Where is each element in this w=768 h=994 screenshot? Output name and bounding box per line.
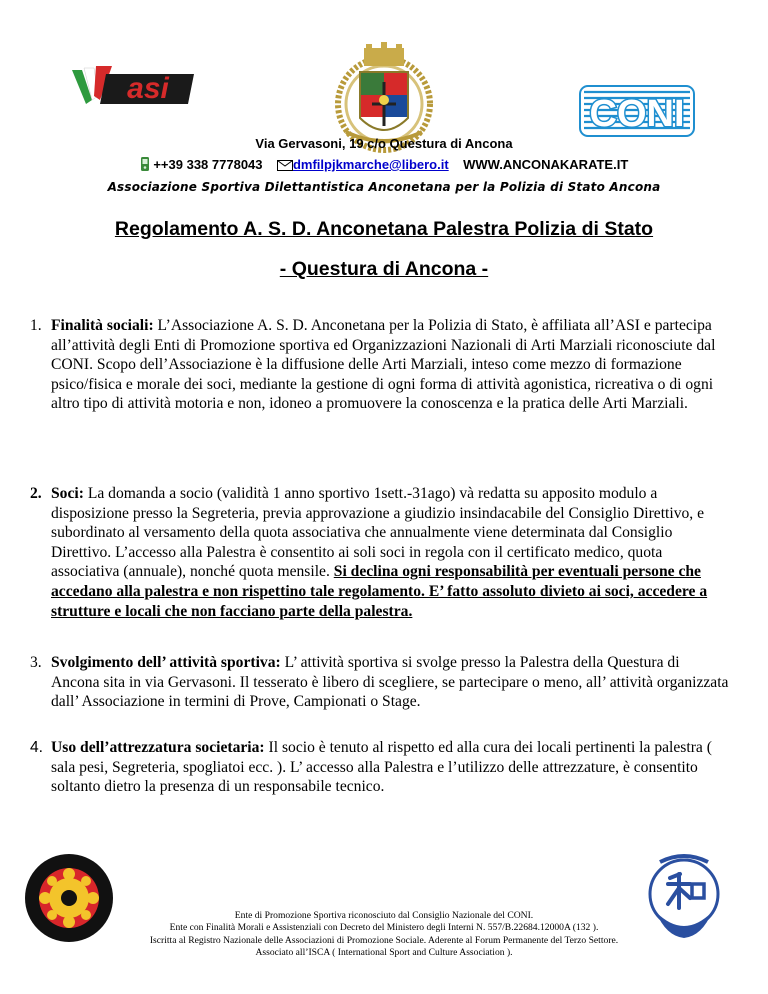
item-heading: Finalità sociali: [51,317,154,334]
footer-notes [0,910,768,960]
contact-line [0,157,768,174]
item-number: 3. [30,654,42,671]
email-link[interactable]: dmfilpjkmarche@libero.it [292,157,449,172]
regulation-item-2 [30,484,730,621]
item-heading: Soci: [51,485,84,502]
item-heading: Svolgimento dell’ attività sportiva: [51,654,281,671]
phone-number[interactable]: ++39 338 7778043 [153,157,263,172]
regulation-item-1 [30,316,730,414]
coni-logo-text: CONI [589,93,685,135]
footer-line-1: Ente di Promozione Sportiva riconosciuto dal Consiglio Nazionale del CONI. [234,910,534,921]
regulation-item-4 [30,738,730,797]
asi-logo-text: asi [127,72,169,105]
document-subtitle: - Questura di Ancona - [279,258,489,280]
footer-line-4: Associato all’ISCA ( International Sport and Culture Association ). [255,947,513,959]
footer-line-3: Iscritta al Registro Nazionale delle Associazioni di Promozione Sociale. Aderente al Forum Permanente del Terzo Settore. [149,934,619,946]
item-text: La domanda a socio (validità 1 anno sportivo 1sett.-31ago) và redatta su apposito modulo a disposizione presso la Segreteria, previa approvazione a giudizio insindacabile del Consiglio Direttivo, e subordinato al versamento della quota associativa che annualmente viene determinata dal Consiglio Direttivo. L’accesso alla Palestra è consentito ai soli soci in regola con il certificato medico, quota associativa (annuale), nonché quota mensile. [51,485,705,581]
footer-line-2: Ente con Finalità Morali e Assistenziali con Decreto del Ministero degli Interni N. 557/B.22684.12000A (132 ). [169,922,599,934]
item-text: L’Associazione A. S. D. Anconetana per la Polizia di Stato, è affiliata all’ASI e partecipa all’attività degli Enti di Promozione sportiva ed Organizzazioni Nazionali di Arti Marziali riconosciute dal CONI. Scopo dell’Associazione è la diffusione delle Arti Marziali, inteso come mezzo di formazione psico/fisica e morale dei soci, mediante la gestione di ogni forma di attività agonistica, ricreativa o di ogni altro tipo di attività motoria e non, idoneo a promuovere la conoscenza e la pratica delle Arti Marziali. [51,317,716,413]
item-number: 1. [30,317,42,334]
item-heading: Uso dell’attrezzatura societaria: [51,739,265,756]
item-number: 4. [30,739,44,756]
item-number: 2. [30,485,42,502]
item-emphasis: Si declina ogni responsabilità per eventuali persone che accedano alla palestra e non rispettino tale regolamento. E’ fatto assoluto divieto ai soci, accedere a strutture e locali che non facciano parte della palestra. [51,563,708,620]
coni-logo [578,80,696,142]
association-name: Associazione Sportiva Dilettantistica Anconetana per la Polizia di Stato Ancona [107,180,661,194]
website-link[interactable]: WWW.ANCONAKARATE.IT [463,157,629,172]
regulation-item-3 [30,653,730,712]
address-line: Via Gervasoni, 19 c/o Questura di Ancona [255,136,513,151]
item-text: Il socio è tenuto al rispetto ed alla cura dei locali pertinenti la palestra ( sala pesi, Segreteria, spogliatoi ecc. ). L’ accesso alla Palestra e l’utilizzo delle attrezzature, è consentito soltanto dietro la presenza di un responsabile tecnico. [51,739,712,796]
envelope-icon [277,159,293,174]
asi-logo [68,60,196,108]
document-title: Regolamento A. S. D. Anconetana Palestra Polizia di Stato [114,218,654,240]
mobile-phone-icon [140,157,150,174]
item-text: L’ attività sportiva si svolge presso la Palestra della Questura di Ancona sita in via Gervasoni. Il tesserato è libero di scegliere, se partecipare o meno, all’ attività organizzata dall’ Associazione in termini di Prove, Campionati o Stage. [51,654,729,711]
